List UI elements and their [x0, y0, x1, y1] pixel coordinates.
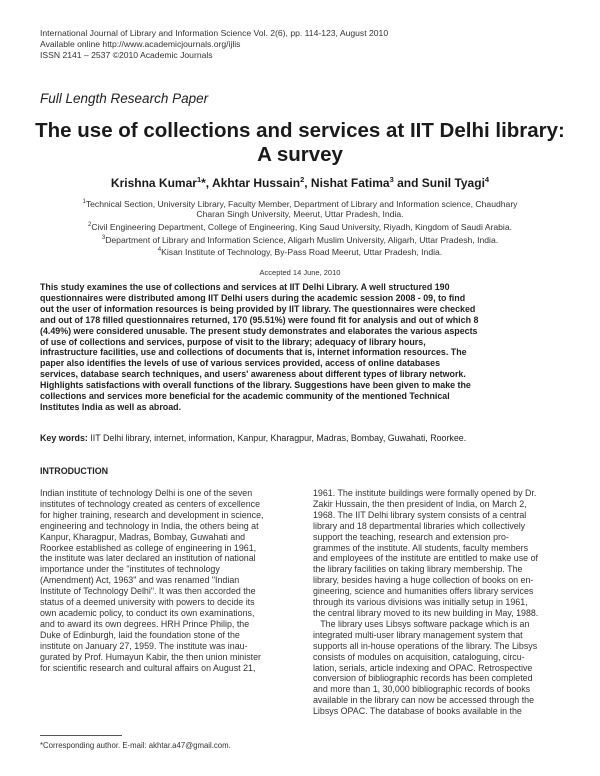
abstract-line: (4.49%) were considered unusable. The present study demonstrates and elaborates the various aspects [40, 325, 478, 336]
author-affiliation-number: 3 [389, 175, 394, 184]
accepted-date: Accepted 14 June, 2010 [259, 268, 341, 277]
author-list [20, 175, 580, 190]
footnote-divider [40, 735, 122, 736]
author-affiliation-number: 2 [300, 175, 305, 184]
paper-type: Full Length Research Paper [40, 91, 209, 106]
body-column-left [40, 488, 302, 673]
affiliation-line [40, 245, 560, 257]
body-line: integrated multi-user library management system that [313, 629, 523, 640]
body-line: (Amendment) Act, 1963" and was renamed "Indian [40, 575, 240, 586]
affiliation-text: Kisan Institute of Technology, By-Pass Road Meerut, Uttar Pradesh, India. [161, 246, 443, 257]
body-line: support the teaching, research and extension pro- [313, 531, 509, 542]
body-line: through its various divisions was initially setup in 1961, [313, 597, 528, 608]
title-line: The use of collections and services at IIT Delhi library: [35, 119, 565, 142]
body-line: status of a deemed university with powers to decide its [40, 597, 255, 608]
affiliation-line: Charan Singh University, Meerut, Uttar Pradesh, India. [196, 209, 404, 220]
author-affiliation-number: 1 [196, 175, 202, 184]
body-line: grammes of the institute. All students, faculty members [313, 542, 529, 553]
journal-header [40, 28, 388, 60]
body-line: available in the library can now be accessed through the [313, 695, 535, 706]
affiliations [40, 197, 560, 257]
author-separator: and [393, 176, 422, 190]
abstract [40, 282, 560, 413]
body-line: gurated by Prof. Humayun Kabir, the then union minister [40, 651, 262, 662]
keywords-text: IIT Delhi library, internet, information, Kanpur, Kharagpur, Madras, Bombay, Guwahati, Roorkee. [90, 433, 467, 443]
introduction-heading: INTRODUCTION [40, 466, 109, 476]
author-separator: , [205, 176, 213, 190]
body-line: and to award its own degrees. HRH Prince Philip, the [40, 618, 250, 629]
body-line: lation, serials, article indexing and OPAC. Retrospective [313, 662, 533, 673]
affiliation-text: Technical Section, University Library, Faculty Member, Department of Library and Information science, Chaudhary [85, 198, 518, 209]
affiliation-line [40, 220, 560, 232]
body-line: 1968. The IIT Delhi library system consists of a central [313, 509, 527, 520]
body-line: Zakir Hussain, the then president of India, on March 2, [313, 498, 527, 509]
body-line: Institute of Technology Delhi". It was then accorded the [40, 586, 256, 597]
affiliation-line [40, 233, 560, 245]
body-line: the library facilities on taking library membership. The [313, 564, 523, 575]
affiliation-number: 1 [82, 199, 86, 205]
author-separator: , [304, 176, 311, 190]
body-line: Libsys OPAC. The database of books available in the [313, 706, 522, 717]
body-line: importance under the "institutes of technology [40, 564, 220, 575]
abstract-line: and out of 178 filled questionnaires returned, 170 (95.51%) were found fit for analysis and out of which 8 [40, 314, 479, 325]
body-line: library, besides having a huge collection of books on en- [313, 575, 534, 586]
affiliation-text: Civil Engineering Department, College of Engineering, King Saud University, Riyadh, Kingdom of Saudi Arabia. [91, 221, 513, 232]
body-line: for scientific research and cultural affairs on August 21, [40, 662, 256, 673]
keywords-label: Key words: [40, 433, 88, 443]
abstract-line: questionnaires were distributed among IIT Delhi users during the academic session 2008 - 09, to find [40, 292, 466, 303]
affiliation-number: 2 [87, 222, 92, 229]
affiliation-line [40, 197, 560, 209]
corresponding-author-footnote: *Corresponding author. E-mail: akhtar.a47@gmail.com. [40, 741, 231, 750]
body-line: institutes of technology created as centers of excellence [40, 498, 261, 509]
affiliation-text: Department of Library and Information Science, Aligarh Muslim University, Aligarh, Uttar Pradesh, India. [105, 234, 499, 245]
keywords [40, 433, 466, 443]
abstract-line: This study examines the use of collections and services at IIT Delhi Library. A well structured 190 [40, 282, 450, 292]
author-name: Krishna Kumar [110, 176, 197, 190]
body-line: Duke of Edinburgh, laid the foundation stone of the [40, 629, 240, 640]
abstract-line: services, database search techniques, and users' awareness about different types of library network. [40, 369, 466, 380]
abstract-line: collections and services more beneficial for the academic community of the mentioned Technical [40, 391, 450, 402]
abstract-line: paper also identifies the levels of use of various services provided, access of online databases [40, 358, 441, 369]
body-line: gineering, science and humanities offers library services [313, 586, 534, 597]
abstract-line: out the user of information resources is being provided by IIT library. The questionnaires were checked [40, 303, 476, 314]
affiliation-number: 3 [101, 234, 106, 241]
body-column-right [313, 488, 575, 717]
corresponding-mark: * [201, 176, 206, 190]
author-affiliation-number: 4 [484, 175, 490, 184]
body-line: library and 18 departmental libraries which collectively [313, 520, 526, 531]
body-line: 1961. The institute buildings were formally opened by Dr. [313, 488, 537, 498]
body-line: engineering and technology in India, the others being at [40, 520, 259, 531]
abstract-line: of use of collections and services, purpose of visit to the library; adequacy of library hours, [40, 336, 426, 347]
body-line: Indian institute of technology Delhi is one of the seven [40, 488, 253, 498]
body-line: consists of modules on acquisition, cataloguing, circu- [313, 651, 525, 662]
body-line: Roorkee established as college of engineering in 1961, [40, 542, 257, 553]
title-line: A survey [257, 143, 343, 166]
body-line: the institute was later declared an institution of national [40, 553, 256, 564]
body-line: supports all in-house operations of the library. The Libsys [313, 640, 538, 651]
author-name: Akhtar Hussain [212, 176, 301, 190]
affiliation-number: 4 [157, 246, 162, 253]
abstract-line: Highlights satisfactions with overall functions of the library. Suggestions have been given to make the [40, 380, 471, 391]
journal-citation: International Journal of Library and Information Science Vol. 2(6), pp. 114-123, August 2010 [40, 28, 389, 38]
paper-title [20, 119, 580, 167]
body-line: institute on January 27, 1959. The institute was inau- [40, 640, 248, 651]
author-name: Sunil Tyagi [421, 176, 485, 190]
abstract-line: infrastructure facilities, use and collections of documents that is, internet information resources. The [40, 347, 467, 358]
body-line: and more than 1, 30,000 bibliographic records of books [313, 684, 531, 695]
body-line: The library uses Libsys software package which is an [313, 618, 530, 629]
author-name: Nishat Fatima [310, 176, 390, 190]
body-line: the central library moved to its new building in May, 1988. [313, 607, 539, 618]
body-line: conversion of bibliographic records has been completed [313, 673, 533, 684]
body-line: Kanpur, Kharagpur, Madras, Bombay, Guwahati and [40, 531, 246, 542]
journal-issn: ISSN 2141 – 2537 ©2010 Academic Journals [40, 49, 213, 60]
body-line: and employees of the institute are entitled to make use of [313, 553, 538, 564]
body-line: for higher training, research and development in science, [40, 509, 264, 520]
body-line: own academic policy, to conduct its own examinations, [40, 607, 255, 618]
abstract-line: Institutes India as well as abroad. [40, 401, 182, 412]
journal-url: Available online http://www.academicjournals.org/ijlis [40, 38, 241, 49]
